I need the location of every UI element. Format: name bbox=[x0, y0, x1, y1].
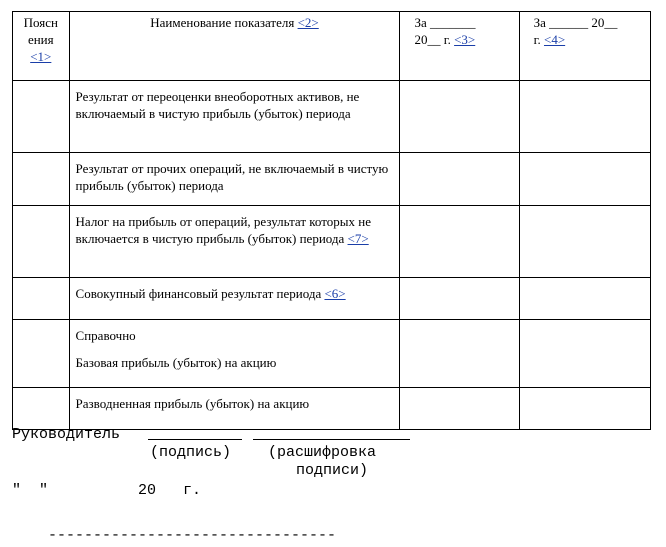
current-period-cell[interactable] bbox=[400, 153, 519, 206]
footnote-link-2[interactable]: <2> bbox=[297, 15, 319, 30]
table-row bbox=[13, 81, 651, 153]
indicator-cell bbox=[69, 81, 400, 153]
previous-period-cell[interactable] bbox=[519, 206, 650, 278]
indicator-reference-label: Справочно bbox=[75, 328, 136, 343]
footnote-link-6[interactable]: <6> bbox=[324, 286, 346, 301]
header-explanations-line2: ения bbox=[27, 32, 54, 47]
header-previous-period-suffix: г. bbox=[533, 32, 541, 47]
footnote-link-4[interactable]: <4> bbox=[543, 32, 566, 47]
current-period-cell[interactable] bbox=[400, 206, 519, 278]
indicator-text: Результат от переоценки внеоборотных активов, не включаемый в чистую прибыль (убыток) периода bbox=[75, 89, 360, 121]
table-row bbox=[13, 320, 651, 388]
indicator-text: Результат от прочих операций, не включаемый в чистую прибыль (убыток) периода bbox=[75, 161, 389, 193]
previous-period-cell[interactable] bbox=[519, 320, 650, 388]
header-previous-period bbox=[519, 12, 650, 81]
header-current-period-prefix: За _______ bbox=[414, 15, 476, 30]
header-current-period bbox=[400, 12, 519, 81]
previous-period-cell[interactable] bbox=[519, 278, 650, 320]
explanation-cell[interactable] bbox=[13, 81, 70, 153]
indicator-cell bbox=[69, 153, 400, 206]
indicator-text: Совокупный финансовый результат периода bbox=[75, 286, 322, 301]
signature-line[interactable] bbox=[148, 439, 242, 440]
decode-caption-line1: (расшифровка bbox=[268, 444, 377, 461]
indicator-cell bbox=[69, 320, 400, 388]
footnote-link-1[interactable]: <1> bbox=[30, 49, 52, 64]
header-current-period-suffix: 20__ г. bbox=[414, 32, 451, 47]
current-period-cell[interactable] bbox=[400, 320, 519, 388]
financial-results-table bbox=[12, 11, 651, 430]
explanation-cell[interactable] bbox=[13, 388, 70, 430]
indicator-text: Налог на прибыль от операций, результат которых не включается в чистую прибыль (убыток) периода bbox=[75, 214, 371, 246]
current-period-cell[interactable] bbox=[400, 278, 519, 320]
explanation-cell[interactable] bbox=[13, 278, 70, 320]
header-explanations bbox=[13, 12, 70, 81]
header-indicator-name bbox=[69, 12, 400, 81]
previous-period-cell[interactable] bbox=[519, 81, 650, 153]
explanation-cell[interactable] bbox=[13, 206, 70, 278]
previous-period-cell[interactable] bbox=[519, 388, 650, 430]
indicator-cell bbox=[69, 278, 400, 320]
footnote-link-3[interactable]: <3> bbox=[454, 32, 476, 47]
table-row bbox=[13, 388, 651, 430]
indicator-cell bbox=[69, 388, 400, 430]
signature-caption: (подпись) bbox=[150, 444, 232, 461]
table-row bbox=[13, 206, 651, 278]
table-row bbox=[13, 278, 651, 320]
decode-caption-line2: подписи) bbox=[296, 462, 369, 479]
indicator-text: Базовая прибыль (убыток) на акцию bbox=[75, 355, 277, 370]
signature-decode-line[interactable] bbox=[253, 439, 410, 440]
explanation-cell[interactable] bbox=[13, 320, 70, 388]
header-indicator-label: Наименование показателя bbox=[150, 15, 295, 30]
dashed-separator: -------------------------------- bbox=[48, 527, 337, 544]
explanation-cell[interactable] bbox=[13, 153, 70, 206]
current-period-cell[interactable] bbox=[400, 81, 519, 153]
indicator-text: Разводненная прибыль (убыток) на акцию bbox=[75, 396, 310, 411]
date-line: " " 20 г. bbox=[12, 482, 202, 499]
header-explanations-line1: Поясн bbox=[23, 15, 58, 30]
table-row bbox=[13, 153, 651, 206]
header-previous-period-prefix: За ______ 20__ bbox=[533, 15, 618, 30]
previous-period-cell[interactable] bbox=[519, 153, 650, 206]
footnote-link-7[interactable]: <7> bbox=[347, 231, 369, 246]
indicator-cell bbox=[69, 206, 400, 278]
current-period-cell[interactable] bbox=[400, 388, 519, 430]
table-header-row bbox=[13, 12, 651, 81]
manager-label: Руководитель bbox=[12, 426, 121, 443]
